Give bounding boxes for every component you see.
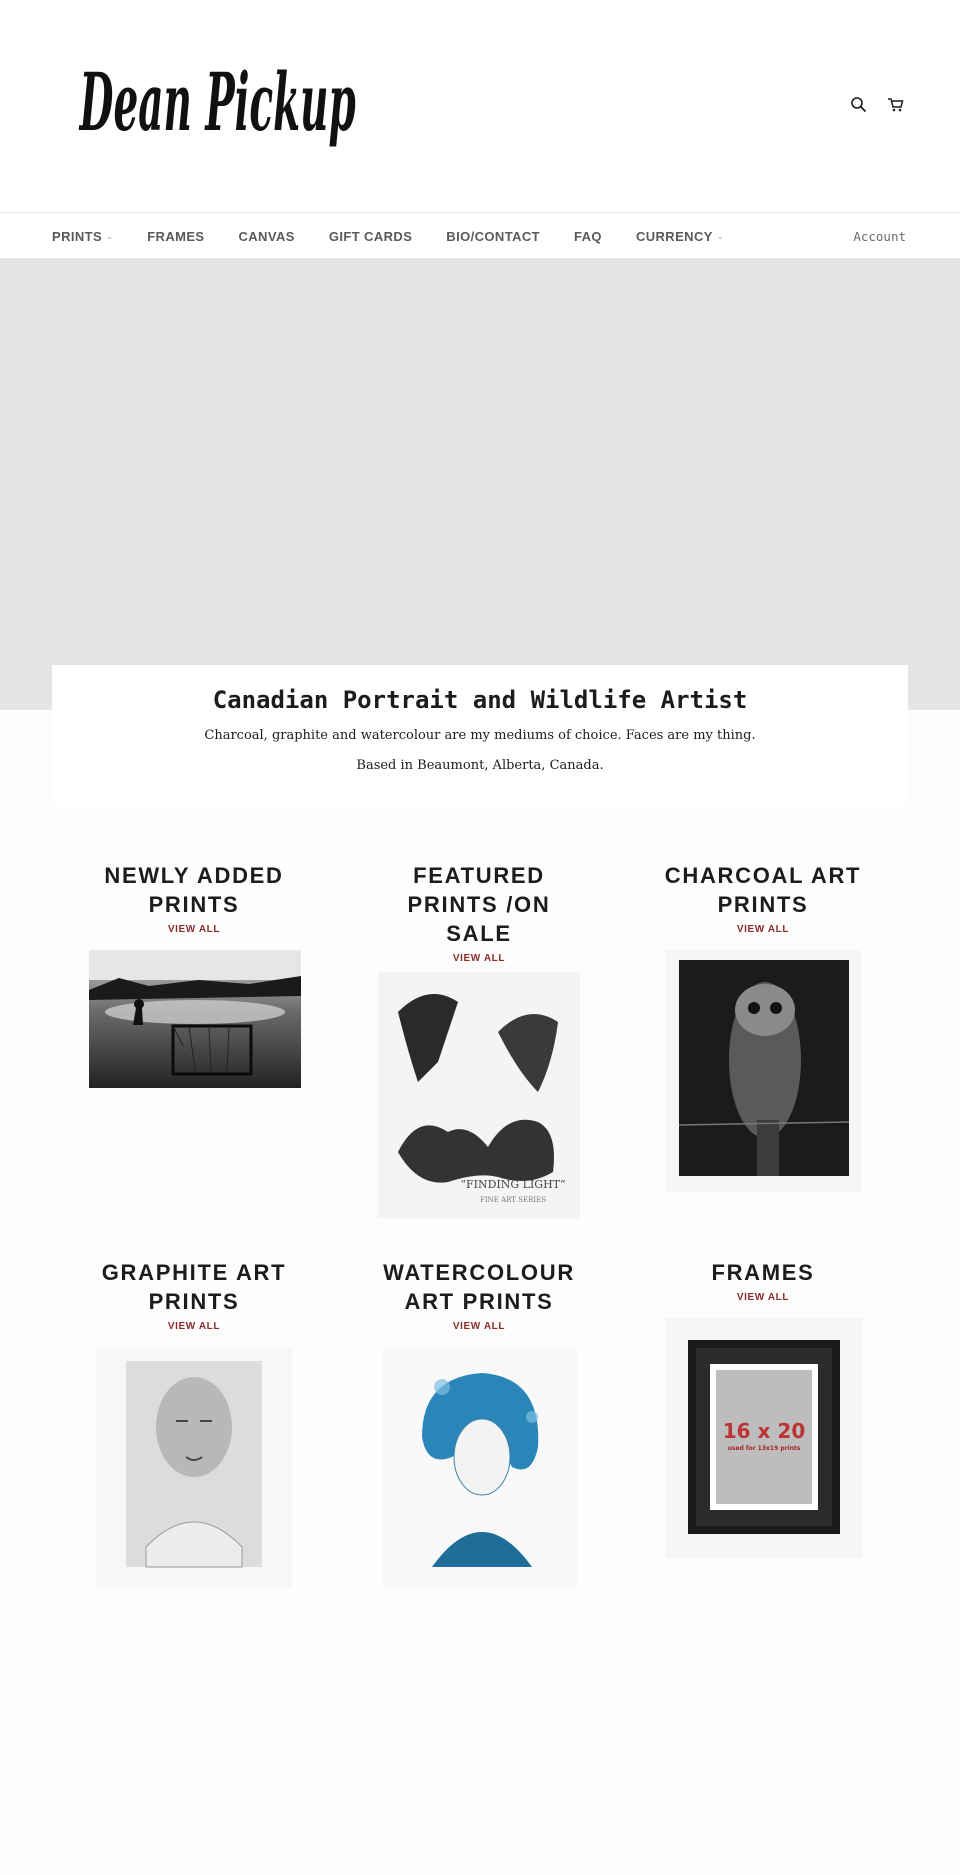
intro-text: Based in Beaumont, Alberta, Canada. — [356, 758, 604, 773]
collection-image-portrait[interactable] — [96, 1347, 292, 1587]
collection-title: FEATURED PRINTS /ON SALE — [407, 863, 551, 946]
view-all-link[interactable]: VIEW ALL — [167, 924, 221, 935]
collection-graphite[interactable] — [52, 1258, 336, 1332]
logo-signature — [76, 40, 366, 162]
nav-item-frames[interactable]: FRAMES — [147, 229, 205, 244]
nav-item-prints[interactable]: PRINTS ⌄ — [52, 229, 114, 244]
search-icon[interactable] — [850, 96, 867, 113]
collection-image-watercolour[interactable] — [382, 1347, 578, 1587]
collection-title: FRAMES — [711, 1260, 815, 1285]
svg-text:16 x 20: 16 x 20 — [722, 1419, 806, 1443]
site-logo[interactable] — [76, 40, 366, 162]
chevron-down-icon: ⌄ — [716, 232, 724, 241]
cart-icon[interactable] — [887, 96, 904, 113]
nav-item-canvas[interactable]: CANVAS — [238, 229, 295, 244]
collection-title: WATERCOLOUR ART PRINTS — [383, 1260, 575, 1314]
view-all-link[interactable]: VIEW ALL — [452, 953, 506, 964]
collection-image-finding-light[interactable] — [378, 972, 580, 1218]
collection-image-hockey[interactable] — [89, 950, 301, 1088]
collection-newly-added[interactable] — [52, 861, 336, 935]
svg-text:used for 13x19 prints: used for 13x19 prints — [727, 1445, 801, 1452]
account-link[interactable]: Account — [853, 229, 906, 244]
collection-watercolour[interactable] — [337, 1258, 621, 1332]
intro-text: Charcoal, graphite and watercolour are my mediums of choice. Faces are my thing. — [204, 728, 756, 743]
collection-frames[interactable] — [621, 1258, 905, 1303]
collection-title: GRAPHITE ART PRINTS — [101, 1260, 287, 1314]
collection-featured-sale[interactable] — [337, 861, 621, 964]
view-all-link[interactable]: VIEW ALL — [452, 1321, 506, 1332]
view-all-link[interactable]: VIEW ALL — [736, 924, 790, 935]
svg-text:FINE ART SERIES: FINE ART SERIES — [479, 1196, 547, 1204]
nav-item-gift-cards[interactable]: GIFT CARDS — [328, 229, 413, 244]
svg-text:“FINDING LIGHT”: “FINDING LIGHT” — [460, 1178, 566, 1191]
nav-item-currency[interactable]: CURRENCY ⌄ — [635, 229, 724, 244]
view-all-link[interactable]: VIEW ALL — [736, 1292, 790, 1303]
chevron-down-icon: ⌄ — [106, 232, 114, 241]
intro-panel — [52, 665, 908, 805]
collection-image-owl[interactable] — [665, 950, 861, 1192]
svg-text:Dean Pickup: Dean Pickup — [78, 56, 356, 150]
collection-image-frame[interactable] — [666, 1318, 862, 1558]
nav-item-faq[interactable]: FAQ — [574, 229, 602, 244]
view-all-link[interactable]: VIEW ALL — [167, 1321, 221, 1332]
hero-banner — [0, 259, 960, 710]
nav-item-bio-contact[interactable]: BIO/CONTACT — [446, 229, 540, 244]
intro-title: Canadian Portrait and Wildlife Artist — [212, 686, 748, 714]
collection-title: CHARCOAL ART PRINTS — [664, 863, 862, 917]
site-header — [0, 0, 960, 212]
collection-charcoal[interactable] — [621, 861, 905, 935]
main-nav — [0, 212, 960, 259]
collection-title: NEWLY ADDED PRINTS — [104, 863, 284, 917]
